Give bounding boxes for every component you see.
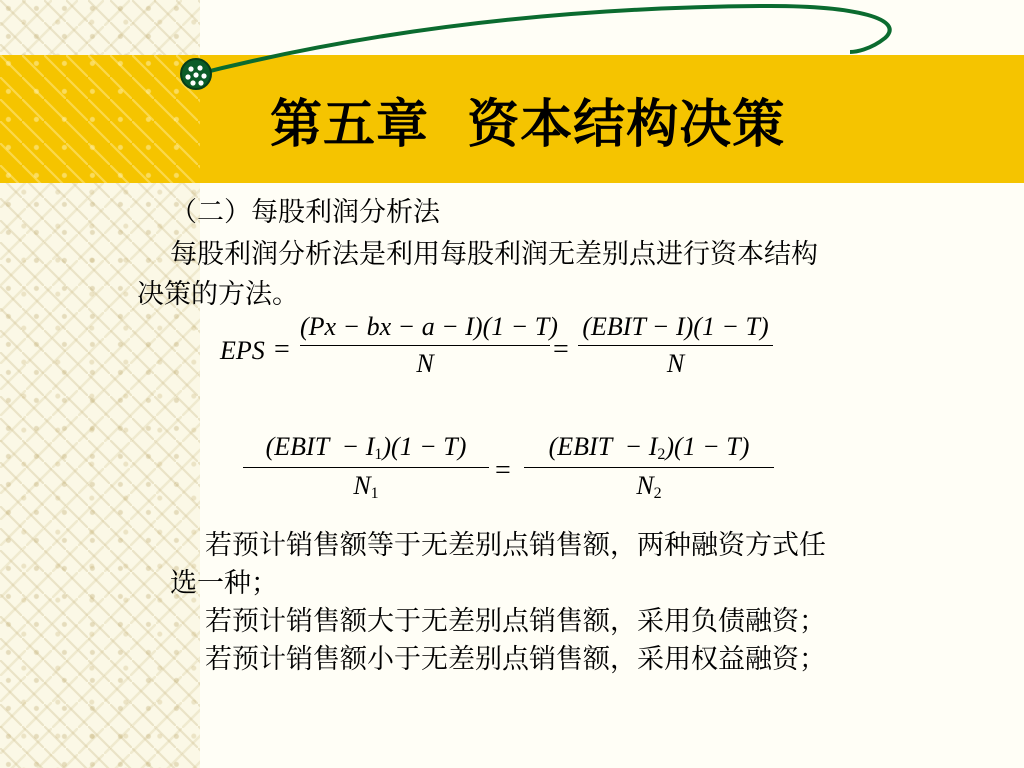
fraction-2-numerator: (EBIT − I)(1 − T) (582, 312, 769, 341)
eps-symbol: EPS (220, 336, 265, 365)
fraction-right-denominator (524, 471, 774, 503)
fraction-right-denominator-subscript: 2 (653, 485, 662, 502)
intro-text-line-2: 决策的方法。 (137, 279, 299, 310)
fraction-1-numerator: (Px − bx − a − I)(1 − T) (300, 312, 558, 341)
equals-sign-1: = (274, 334, 290, 365)
fraction-left-denominator-subscript: 1 (370, 485, 379, 502)
equals-sign-3: = (495, 455, 511, 486)
fraction-left (243, 432, 489, 503)
fraction-right-bar (524, 467, 774, 468)
fraction-2 (578, 312, 773, 379)
fraction-1 (300, 312, 558, 379)
fraction-right-denominator-symbol: N (636, 471, 654, 500)
equals-sign-2: = (553, 334, 569, 365)
fraction-left-denominator-symbol: N (353, 471, 371, 500)
fraction-1-bar (300, 345, 550, 346)
conclusion-line-4: 若预计销售额小于无差别点销售额，采用权益融资； (205, 644, 826, 675)
slide-title: 第五章 资本结构决策 (270, 95, 786, 155)
fraction-right-numerator-part-b: )(1 − T) (665, 432, 750, 461)
fraction-1-denominator: N (416, 349, 434, 378)
fraction-left-denominator (243, 471, 489, 503)
fraction-left-numerator-subscript: 1 (374, 446, 383, 463)
fraction-right-numerator (524, 432, 774, 464)
fraction-right-numerator-part-a: (EBIT − I (548, 432, 658, 461)
conclusion-line-3: 若预计销售额大于无差别点销售额，采用负债融资； (205, 606, 826, 637)
intro-text-line-1: 每股利润分析法是利用每股利润无差别点进行资本结构 (170, 239, 818, 270)
fraction-right-numerator-subscript: 2 (657, 446, 666, 463)
conclusion-line-1: 若预计销售额等于无差别点销售额，两种融资方式任 (205, 530, 826, 561)
fraction-left-bar (243, 467, 489, 468)
fraction-left-numerator-part-a: (EBIT − I (265, 432, 375, 461)
fraction-2-denominator: N (666, 349, 685, 378)
green-dotted-circle-icon (181, 59, 211, 89)
fraction-2-bar (578, 345, 773, 346)
section-heading: （二）每股利润分析法 (170, 197, 440, 228)
conclusion-line-2: 选一种； (170, 568, 278, 599)
green-curve-line (190, 6, 890, 76)
fraction-right (524, 432, 774, 503)
fraction-left-numerator (243, 432, 489, 464)
fraction-left-numerator-part-b: )(1 − T) (382, 432, 467, 461)
